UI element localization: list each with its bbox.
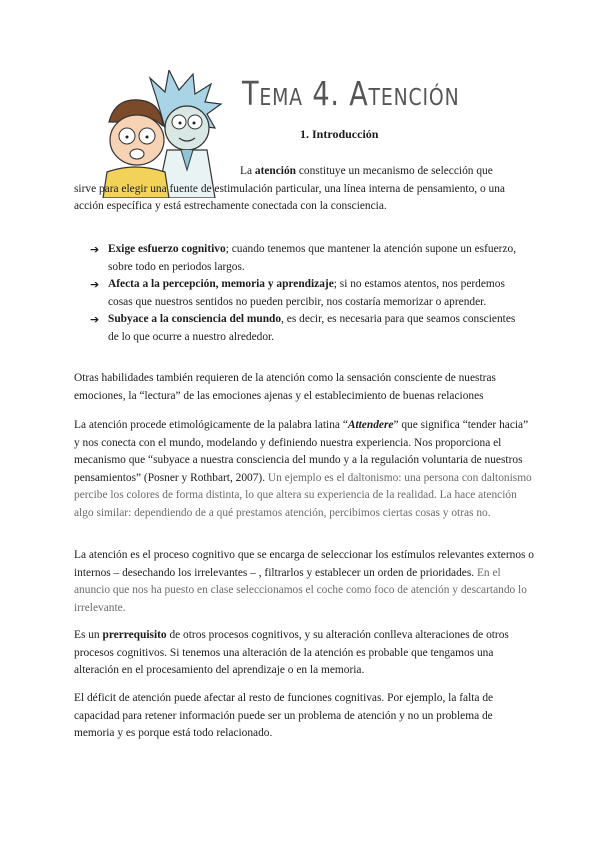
arrow-right-icon: ➔: [90, 243, 100, 256]
list-item: ➔ Afecta a la percepción, memoria y aprendizaje; si no estamos atentos, nos perdemos cosas que nuestros sentidos no pueden percibir, nos costaría memorizar o aprender.: [90, 278, 505, 308]
other-skills-paragraph: Otras habilidades también requieren de la atención como la sensación consciente de nuestras emociones, la “lectura” de las emociones ajenas y el establecimiento de buenas relaciones: [74, 372, 496, 402]
arrow-right-icon: ➔: [90, 313, 100, 326]
etymology-paragraph: La atención procede etimológicamente de la palabra latina “Attendere” que significa “tender hacia” y nos conecta con el mundo, modelando y definiendo nuestra experiencia. Nos proporciona el mecanismo que “subyace a nuestra consciencia del mundo y a la regulación voluntaria de nuestros pensamientos” (Posner y Rothbart, 2007). Un ejemplo es el daltonismo: una persona con daltonismo percibe los colores de forma distinta, lo que altera su experiencia de la realidad. La hace atención algo similar: dependiendo de a qué prestamos atención, percibimos ciertas cosas y otras no.: [74, 419, 532, 519]
section-heading: 1. Introducción: [300, 127, 379, 141]
deficit-paragraph: El déficit de atención puede afectar al resto de funciones cognitivas. Por ejemplo, la falta de capacidad para retener información puede ser un problema de atención y no un problema de memoria y es porque está todo relacionado.: [74, 692, 494, 739]
list-item: ➔ Exige esfuerzo cognitivo; cuando tenemos que mantener la atención supone un esfuerzo, sobre todo en periodos largos.: [90, 243, 517, 273]
example-note: Un ejemplo es el daltonismo: una persona con daltonismo percibe los colores de forma distinta, lo que altera su experiencia de la realidad. La hace atención algo similar: dependiendo de a qué prestamos atención, percibimos ciertas cosas y otras no.: [74, 471, 532, 519]
characteristics-list: [90, 241, 520, 346]
intro-term: atención: [254, 165, 297, 177]
list-item: ➔ Subyace a la consciencia del mundo, es decir, es necesaria para que seamos conscientes de lo que ocurre a nuestro alrededor.: [90, 313, 516, 343]
example-note: En el anuncio que nos ha puesto en clase seleccionamos el coche como foco de atención y descartando lo irrelevante.: [74, 566, 527, 614]
process-paragraph: La atención es el proceso cognitivo que se encarga de seleccionar los estímulos relevantes externos o internos – desechando los irrelevantes – , filtrarlos y establecer un orden de prioridades. En el anuncio que nos ha puesto en clase seleccionamos el coche como foco de atención y descartando lo irrelevante.: [74, 549, 534, 614]
arrow-right-icon: ➔: [90, 278, 100, 291]
prerequisite-paragraph: Es un prerrequisito de otros procesos cognitivos, y su alteración conlleva alteraciones de otros procesos cognitivos. Si tenemos una alteración de la atención es probable que tengamos una alteración en el procesamiento del aprendizaje o en la memoria.: [74, 629, 509, 676]
document-title: Tema 4. Atención: [242, 74, 460, 113]
intro-paragraph: La atención constituye un mecanismo de selección que sirve para elegir una fuente de estimulación particular, una línea interna de pensamiento, o una acción específica y está estrechamente conectada con la consciencia.: [74, 165, 505, 212]
